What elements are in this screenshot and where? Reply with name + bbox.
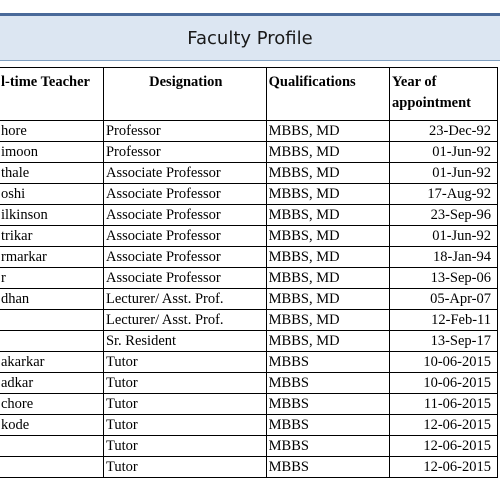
qualifications-cell: MBBS (266, 457, 389, 478)
teacher-name-cell: ilkinson (0, 205, 103, 226)
title-banner (0, 16, 500, 61)
teacher-name-cell: dhan (0, 289, 103, 310)
designation-cell: Professor (103, 121, 266, 142)
appointment-date-cell: 01-Jun-92 (390, 226, 498, 247)
table-row (0, 289, 498, 310)
teacher-name-cell: r (0, 268, 103, 289)
qualifications-cell: MBBS, MD (266, 247, 389, 268)
qualifications-cell: MBBS, MD (266, 163, 389, 184)
qualifications-cell: MBBS, MD (266, 226, 389, 247)
designation-cell: Sr. Resident (103, 331, 266, 352)
designation-cell: Tutor (103, 436, 266, 457)
designation-cell: Associate Professor (103, 226, 266, 247)
designation-cell: Tutor (103, 373, 266, 394)
column-header-teacher: l-time Teacher (0, 68, 103, 121)
qualifications-cell: MBBS, MD (266, 331, 389, 352)
table-row (0, 226, 498, 247)
qualifications-cell: MBBS, MD (266, 184, 389, 205)
teacher-name-cell: chore (0, 394, 103, 415)
qualifications-cell: MBBS, MD (266, 268, 389, 289)
teacher-name-cell (0, 436, 103, 457)
appointment-date-cell: 11-06-2015 (390, 394, 498, 415)
appointment-date-cell: 12-06-2015 (390, 457, 498, 478)
appointment-date-cell: 05-Apr-07 (390, 289, 498, 310)
faculty-table (0, 67, 498, 478)
teacher-name-cell: rmarkar (0, 247, 103, 268)
table-row (0, 205, 498, 226)
teacher-name-cell: trikar (0, 226, 103, 247)
appointment-date-cell: 12-06-2015 (390, 415, 498, 436)
teacher-name-cell: hore (0, 121, 103, 142)
appointment-date-cell: 23-Dec-92 (390, 121, 498, 142)
appointment-date-cell: 17-Aug-92 (390, 184, 498, 205)
table-row (0, 142, 498, 163)
designation-cell: Associate Professor (103, 268, 266, 289)
teacher-name-cell: kode (0, 415, 103, 436)
table-row (0, 184, 498, 205)
qualifications-cell: MBBS, MD (266, 289, 389, 310)
teacher-name-cell: akarkar (0, 352, 103, 373)
qualifications-cell: MBBS (266, 415, 389, 436)
appointment-date-cell: 01-Jun-92 (390, 163, 498, 184)
teacher-name-cell: imoon (0, 142, 103, 163)
designation-cell: Lecturer/ Asst. Prof. (103, 289, 266, 310)
table-row (0, 394, 498, 415)
appointment-date-cell: 13-Sep-17 (390, 331, 498, 352)
designation-cell: Associate Professor (103, 205, 266, 226)
designation-cell: Tutor (103, 394, 266, 415)
teacher-name-cell (0, 457, 103, 478)
teacher-name-cell: oshi (0, 184, 103, 205)
table-row (0, 121, 498, 142)
teacher-name-cell: thale (0, 163, 103, 184)
teacher-name-cell (0, 331, 103, 352)
table-row (0, 457, 498, 478)
qualifications-cell: MBBS, MD (266, 142, 389, 163)
column-header-qualifications: Qualifications (266, 68, 389, 121)
table-row (0, 163, 498, 184)
column-header-year-of-appointment: Year of appointment (390, 68, 498, 121)
teacher-name-cell (0, 310, 103, 331)
appointment-date-cell: 01-Jun-92 (390, 142, 498, 163)
table-header-row (0, 68, 498, 121)
qualifications-cell: MBBS (266, 436, 389, 457)
table-row (0, 331, 498, 352)
table-row (0, 352, 498, 373)
table-row (0, 436, 498, 457)
table-row (0, 373, 498, 394)
table-row (0, 415, 498, 436)
designation-cell: Associate Professor (103, 247, 266, 268)
column-header-designation: Designation (103, 68, 266, 121)
qualifications-cell: MBBS (266, 352, 389, 373)
appointment-date-cell: 12-Feb-11 (390, 310, 498, 331)
designation-cell: Lecturer/ Asst. Prof. (103, 310, 266, 331)
designation-cell: Associate Professor (103, 184, 266, 205)
table-row (0, 268, 498, 289)
appointment-date-cell: 10-06-2015 (390, 373, 498, 394)
appointment-date-cell: 12-06-2015 (390, 436, 498, 457)
appointment-date-cell: 23-Sep-96 (390, 205, 498, 226)
page-title: Faculty Profile (187, 28, 313, 49)
designation-cell: Tutor (103, 352, 266, 373)
appointment-date-cell: 13-Sep-06 (390, 268, 498, 289)
designation-cell: Professor (103, 142, 266, 163)
teacher-name-cell: adkar (0, 373, 103, 394)
table-row (0, 310, 498, 331)
designation-cell: Tutor (103, 457, 266, 478)
table-body (0, 121, 498, 478)
qualifications-cell: MBBS (266, 394, 389, 415)
qualifications-cell: MBBS (266, 373, 389, 394)
qualifications-cell: MBBS, MD (266, 121, 389, 142)
appointment-date-cell: 10-06-2015 (390, 352, 498, 373)
appointment-date-cell: 18-Jan-94 (390, 247, 498, 268)
table-row (0, 247, 498, 268)
designation-cell: Tutor (103, 415, 266, 436)
qualifications-cell: MBBS, MD (266, 205, 389, 226)
qualifications-cell: MBBS, MD (266, 310, 389, 331)
designation-cell: Associate Professor (103, 163, 266, 184)
